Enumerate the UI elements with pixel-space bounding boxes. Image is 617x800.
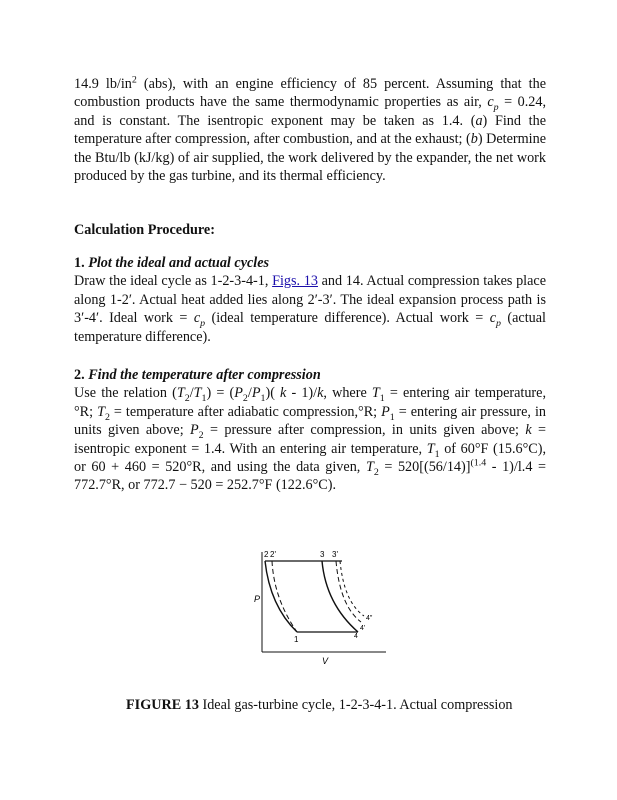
figure-caption: FIGURE 13 Ideal gas-turbine cycle, 1-2-3-4-1. Actual compression (126, 697, 513, 713)
ideal-compression-curve (265, 561, 297, 632)
pv-diagram-figure (252, 544, 392, 668)
label-4-prime: 4' (360, 625, 366, 632)
step1-paragraph: 1. Plot the ideal and actual cycles Draw the ideal cycle as 1-2-3-4-1, Figs. 13 and 14. Actual compression takes place along 1-2′. Actual heat added lies along 2′-3′. The ideal expansion process path is 3′-4′. Ideal work = $c_p$ (ideal temperature difference). Actual work = $c_p$ (actual temperature difference). (74, 255, 547, 345)
label-2-prime: 2' (270, 550, 276, 559)
label-1: 1 (294, 635, 299, 644)
actual-compression-curve (272, 561, 297, 632)
label-3: 3 (320, 550, 325, 559)
label-3-prime: 3' (332, 550, 338, 559)
expansion-path-4-double-prime (340, 561, 364, 616)
figs-13-link[interactable]: Figs. 13 (272, 273, 318, 290)
label-4: 4 (354, 633, 358, 640)
intro-paragraph: 14.9 $lb/in^2$ (abs), with an engine efficiency of 85 percent. Assuming that the combustion products have the same thermodynamic properties as air, $c_p = 0.24$, and is constant. The isentropic exponent may be taken as 1.4. (a) Find the temperature after compression, after combustion, and at the exhaust; (b) Determine the Btu/lb (kJ/kg) of air supplied, the work delivered by the expander, the net work produced by the gas turbine, and its thermal efficiency. (74, 74, 546, 185)
label-2: 2 (264, 550, 269, 559)
label-4-double-prime: 4" (366, 615, 373, 622)
section-heading: Calculation Procedure: (74, 222, 215, 238)
ideal-expansion-curve (322, 561, 358, 632)
axis-p-label: P (254, 594, 261, 604)
axis-v-label: V (322, 656, 329, 666)
step2-paragraph: 2. Find the temperature after compression Use the relation $(T_2/T_1) = (P_2/P_1)$( k - 1)/k, where $T_1$ = entering air temperature, °R; $T_2$ = temperature after adiabatic compression,°R; $P_1$ = entering air pressure, in units given above; $P_2$ = pressure after compression, in units given above; k = isentropic exponent = 1.4. With an entering air temperature, $T_1$ of 60°F (15.6°C), or 60 + 460 = 520°R, and using the data given, $T_2 = 520[(56/14)]^{(1.4} - 1)/l.4 = 772.7^\circ R$, or 772.7 − 520 = 252.7°F (122.6°C). (74, 367, 547, 494)
